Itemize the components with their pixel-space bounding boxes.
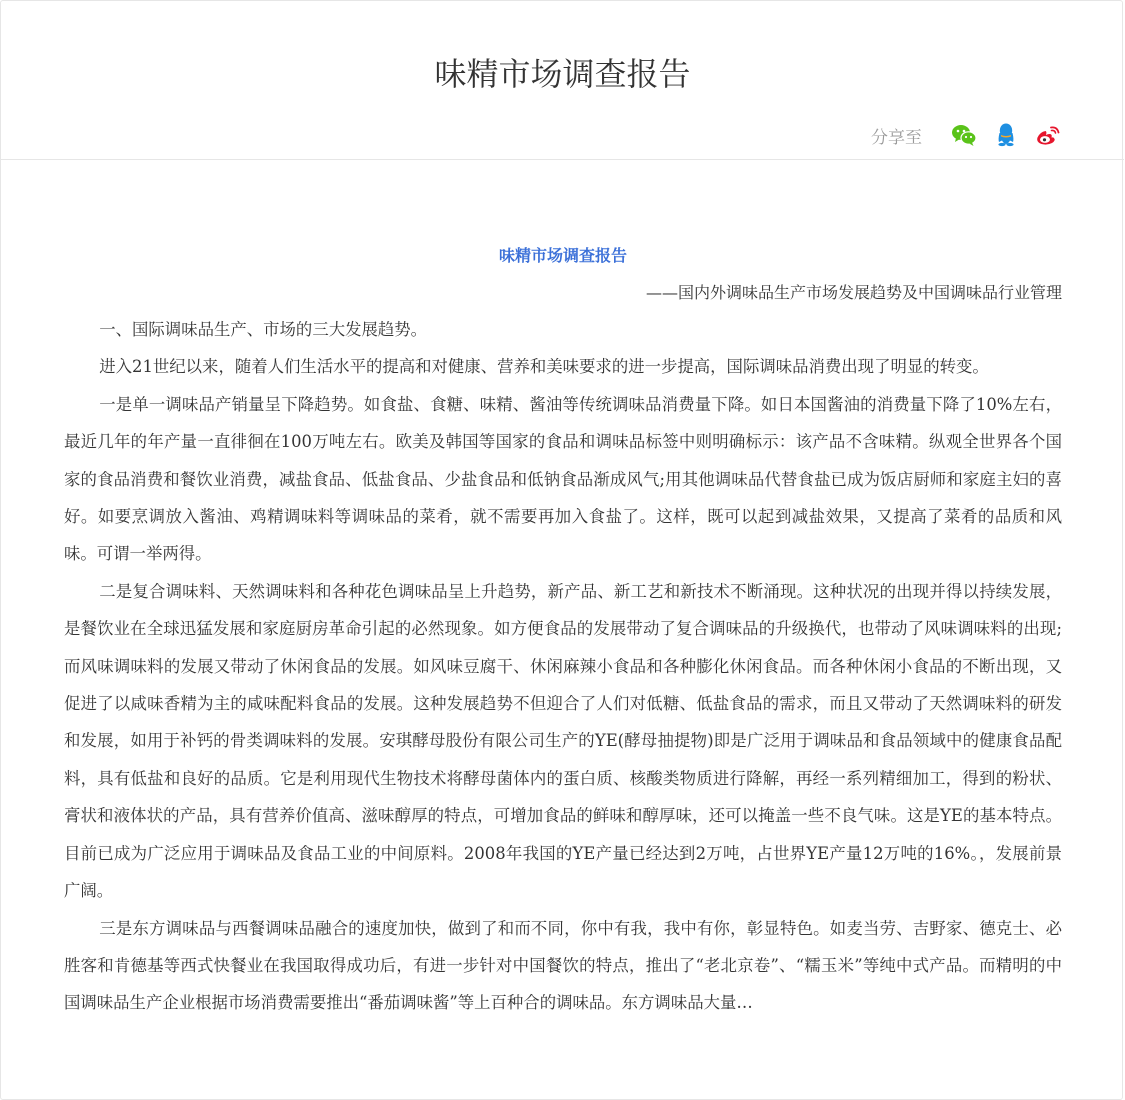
page-header (1, 1, 1124, 160)
article-paragraph: 一、国际调味品生产、市场的三大发展趋势。 (99, 320, 428, 339)
weibo-icon[interactable] (1034, 121, 1062, 149)
share-bar (871, 121, 1062, 149)
article-paragraph: 二是复合调味料、天然调味料和各种花色调味品呈上升趋势，新产品、新工艺和新技术不断涌现。这种状况的出现并得以持续发展，是餐饮业在全球迅猛发展和家庭厨房革命引起的必然现象。如方便食品的发展带动了复合调味品的升级换代，也带动了风味调味料的出现;而风味调味料的发展又带动了休闲食品的发展。如风味豆腐干、休闲麻辣小食品和各种膨化休闲食品。而各种休闲小食品的不断出现，又促进了以咸味香精为主的咸味配料食品的发展。这种发展趋势不但迎合了人们对低糖、低盐食品的需求，而且又带动了天然调味料的研发和发展，如用于补钙的骨类调味料的发展。安琪酵母股份有限公司生产的YE(酵母抽提物)即是广泛用于调味品和食品领域中的健康食品配料，具有低盐和良好的品质。它是利用现代生物技术将酵母菌体内的蛋白质、核酸类物质进行降解，再经一系列精细加工，得到的粉状、膏状和液体状的产品，具有营养价值高、滋味醇厚的特点，可增加食品的鲜味和醇厚味，还可以掩盖一些不良气味。这是YE的基本特点。目前已成为广泛应用于调味品及食品工业的中间原料。2008年我国的YE产量已经达到2万吨，占世界YE产量12万吨的16%。，发展前景广阔。 (64, 581, 1062, 901)
qq-icon[interactable] (992, 121, 1020, 149)
article-title: 味精市场调查报告 (498, 246, 627, 265)
article-paragraph: 一是单一调味品产销量呈下降趋势。如食盐、食糖、味精、酱油等传统调味品消费量下降。如日本国酱油的消费量下降了10%左右，最近几年的年产量一直徘徊在100万吨左右。欧美及韩国等国家的食品和调味品标签中则明确标示：该产品不含味精。纵观全世界各个国家的食品消费和餐饮业消费，减盐食品、低盐食品、少盐食品和低钠食品渐成风气;用其他调味品代替食盐已成为饭店厨师和家庭主妇的喜好。如要烹调放入酱油、鸡精调味料等调味品的菜肴，就不需要再加入食盐了。这样，既可以起到减盐效果，又提高了菜肴的品质和风味。可谓一举两得。 (64, 394, 1062, 564)
article-paragraph: 三是东方调味品与西餐调味品融合的速度加快，做到了和而不同，你中有我，我中有你，彰显特色。如麦当劳、吉野家、德克士、必胜客和肯德基等西式快餐业在我国取得成功后，有进一步针对中国餐饮的特点，推出了“老北京卷”、“糯玉米”等纯中式产品。而精明的中国调味品生产企业根据市场消费需要推出“番茄调味酱”等上百种合的调味品。东方调味品大量… (64, 918, 1062, 1013)
share-label: 分享至 (871, 127, 922, 148)
wechat-icon[interactable] (950, 121, 978, 149)
article-subtitle: ——国内外调味品生产市场发展趋势及中国调味品行业管理 (645, 283, 1062, 302)
page-title: 味精市场调查报告 (434, 55, 691, 93)
article-paragraph: 进入21世纪以来，随着人们生活水平的提高和对健康、营养和美味要求的进一步提高，国际调味品消费出现了明显的转变。 (99, 357, 989, 377)
article-body (64, 238, 1062, 1022)
